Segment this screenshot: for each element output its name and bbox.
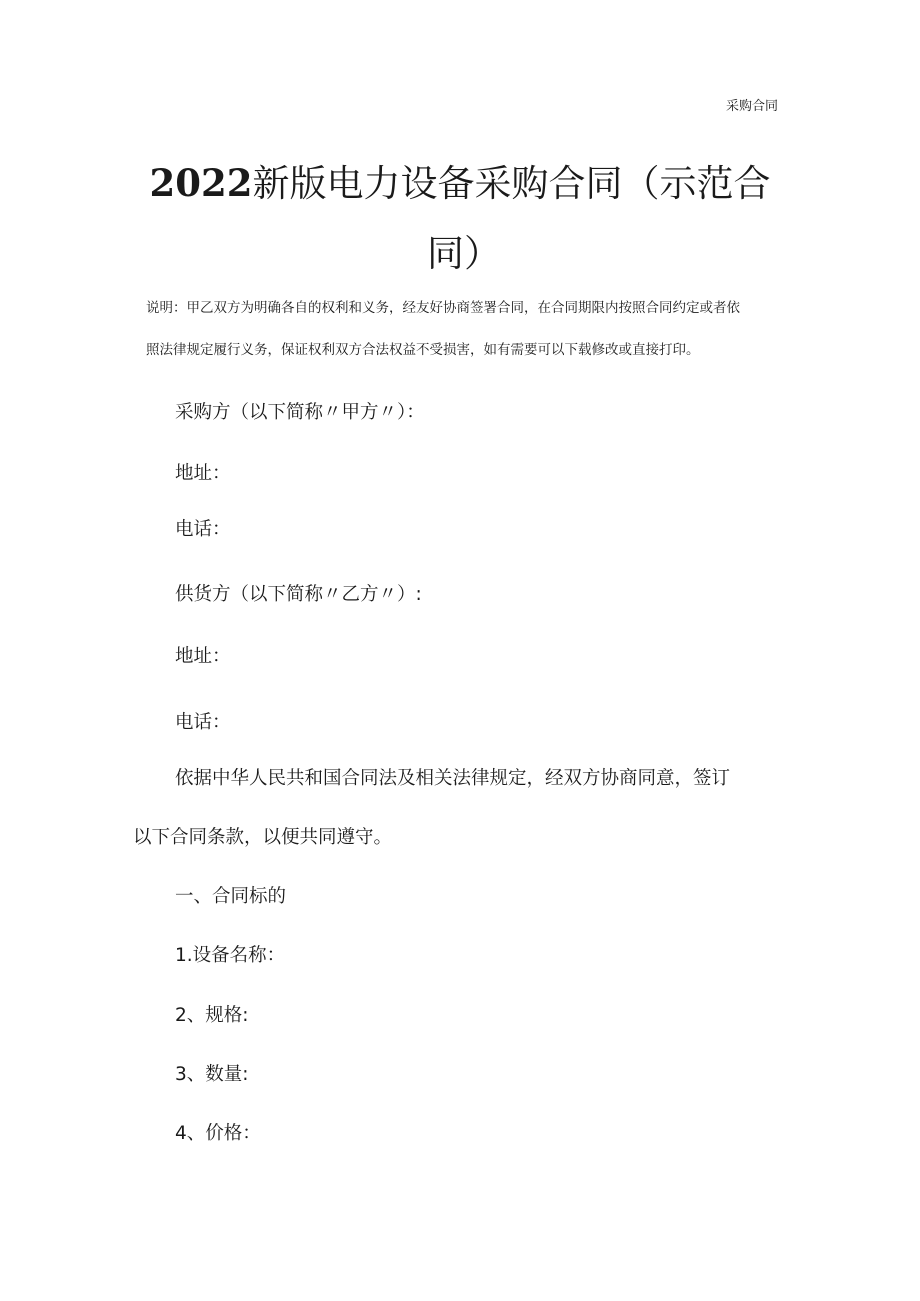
section-1-item: 3、数量: (175, 1064, 249, 1085)
party-a-address-label: 地址： (175, 463, 231, 484)
party-a-phone-label: 电话： (175, 519, 231, 540)
preamble-line-2: 以下合同条款，以便共同遵守。 (133, 827, 393, 848)
party-b-phone-label: 电话： (175, 712, 231, 733)
section-1-item: 1.设备名称： (175, 945, 286, 966)
section-1-heading: 一、合同标的 (175, 886, 287, 907)
note-line-1: 说明：甲乙双方为明确各自的权利和义务，经友好协商签署合同，在合同期限内按照合同约定或者依 (146, 300, 740, 316)
section-1-item: 4、价格： (175, 1123, 261, 1144)
section-1-item: 2、规格: (175, 1005, 249, 1026)
title-year: 2022 (149, 161, 253, 205)
running-header: 采购合同 (726, 99, 779, 114)
party-a-label: 采购方（以下简称〃甲方〃）： (175, 402, 425, 423)
preamble-line-1: 依据中华人民共和国合同法及相关法律规定，经双方协商同意，签订 (175, 768, 731, 789)
note-line-2: 照法律规定履行义务，保证权利双方合法权益不受损害，如有需要可以下载修改或直接打印。 (146, 342, 700, 358)
title-text: 新版电力设备采购合同（示范合 (252, 162, 771, 205)
document-title-line-1 (0, 161, 920, 206)
party-b-address-label: 地址： (175, 646, 231, 667)
party-b-label: 供货方（以下简称〃乙方〃）: (175, 584, 422, 605)
document-title-line-2: 同） (427, 232, 501, 275)
